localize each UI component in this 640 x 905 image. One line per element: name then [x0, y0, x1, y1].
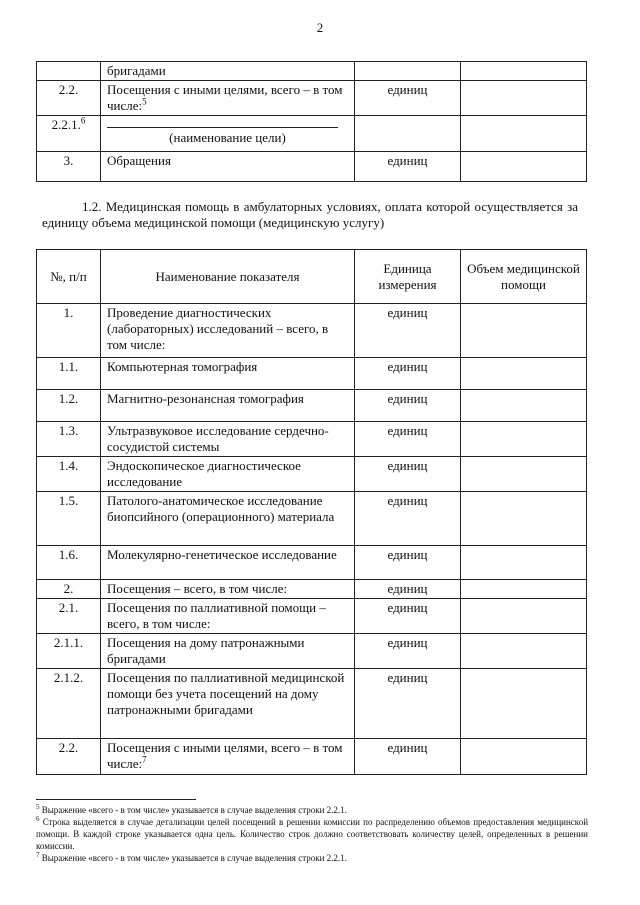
- footnote-text: Строка выделяется в случае детализации целей посещений в решении комиссии по распределению объемов предоставления медицинской помощи. В каждой строке указывается одна цель. Количество строк должно соответствовать количеству целей, определенных в решении комиссии.: [36, 817, 589, 851]
- unit-cell: единиц: [355, 599, 461, 634]
- unit-cell: [355, 116, 461, 152]
- blank-fill-line: [107, 117, 338, 128]
- row-number: 1.6.: [37, 546, 101, 580]
- volume-cell: [461, 580, 587, 599]
- header-volume: Объем медицинской помощи: [461, 250, 587, 304]
- volume-cell: [461, 546, 587, 580]
- footnote-mark: 5: [36, 803, 40, 811]
- row-number: 2.: [37, 580, 101, 599]
- unit-cell: единиц: [355, 457, 461, 492]
- row-number: 2.1.1.: [37, 634, 101, 669]
- indicator-name: Компьютерная томография: [101, 358, 355, 390]
- footnote-ref: 7: [142, 754, 147, 765]
- unit-cell: единиц: [355, 546, 461, 580]
- row-number: 2.2.: [37, 739, 101, 775]
- volume-cell: [461, 304, 587, 358]
- volume-cell: [461, 152, 587, 182]
- unit-cell: единиц: [355, 669, 461, 739]
- row-number: 2.1.: [37, 599, 101, 634]
- unit-cell: единиц: [355, 580, 461, 599]
- volume-cell: [461, 81, 587, 116]
- indicator-name: Эндоскопическое диагностическое исследование: [101, 457, 355, 492]
- row-number: 1.3.: [37, 422, 101, 457]
- header-unit: Единица измерения: [355, 250, 461, 304]
- row-number: 1.: [37, 304, 101, 358]
- table-row: [37, 739, 587, 775]
- table-row: [37, 492, 587, 546]
- indicator-name: [101, 81, 355, 116]
- volume-cell: [461, 599, 587, 634]
- header-number: №, п/п: [37, 250, 101, 304]
- indicator-name-text: Посещения с иными целями, всего – в том числе:: [107, 82, 343, 113]
- row-number: [37, 116, 101, 152]
- volume-cell: [461, 422, 587, 457]
- footnote-ref: 5: [142, 96, 147, 107]
- footnote-ref: 6: [80, 115, 86, 126]
- unit-cell: [355, 62, 461, 81]
- footnote-text: Выражение «всего - в том числе» указывается в случае выделения строки 2.2.1.: [41, 805, 347, 815]
- table-row: [37, 304, 587, 358]
- indicator-name: бригадами: [101, 62, 355, 81]
- table-row: [37, 546, 587, 580]
- indicator-name: Молекулярно-генетическое исследование: [101, 546, 355, 580]
- indicator-name: Посещения – всего, в том числе:: [101, 580, 355, 599]
- footnote: [36, 804, 588, 816]
- table-row: [37, 152, 587, 182]
- indicator-name: [101, 739, 355, 775]
- volume-cell: [461, 358, 587, 390]
- footnote: [36, 852, 588, 864]
- footnotes: [36, 804, 588, 864]
- table-row: [37, 62, 587, 81]
- footnote-separator: [36, 799, 196, 800]
- table-row: [37, 116, 587, 152]
- table-row: [37, 358, 587, 390]
- footnote-mark: 6: [36, 815, 40, 823]
- table-row: [37, 634, 587, 669]
- row-number: 2.2.: [37, 81, 101, 116]
- table-row: [37, 390, 587, 422]
- row-number-text: 2.2.1.: [51, 117, 81, 132]
- table-header-row: [37, 250, 587, 304]
- row-number: [37, 62, 101, 81]
- indicator-name: Патолого-анатомическое исследование биопсийного (операционного) материала: [101, 492, 355, 546]
- indicator-name: Обращения: [101, 152, 355, 182]
- indicator-name-text: Посещения с иными целями, всего – в том числе:: [107, 740, 343, 771]
- indicator-name: Посещения по паллиативной медицинской помощи без учета посещений на дому патронажными бригадами: [101, 669, 355, 739]
- page-number: 2: [316, 20, 324, 35]
- indicator-name: Посещения на дому патронажными бригадами: [101, 634, 355, 669]
- volume-cell: [461, 739, 587, 775]
- continuation-table: [36, 61, 587, 182]
- section-heading: 1.2. Медицинская помощь в амбулаторных условиях, оплата которой осуществляется за единицу объема медицинской помощи (медицинскую услугу): [42, 199, 578, 230]
- table-row: [37, 81, 587, 116]
- footnote-text: Выражение «всего - в том числе» указывается в случае выделения строки 2.2.1.: [41, 853, 347, 863]
- footnote: [36, 816, 588, 852]
- volume-cell: [461, 390, 587, 422]
- volume-cell: [461, 669, 587, 739]
- unit-cell: единиц: [355, 634, 461, 669]
- indicator-name: Посещения по паллиативной помощи – всего, в том числе:: [101, 599, 355, 634]
- unit-cell: единиц: [355, 739, 461, 775]
- indicator-name: Ультразвуковое исследование сердечно-сосудистой системы: [101, 422, 355, 457]
- indicator-name: Магнитно-резонансная томография: [101, 390, 355, 422]
- footnote-mark: 7: [36, 851, 40, 859]
- table-row: [37, 422, 587, 457]
- indicators-table: [36, 249, 587, 775]
- row-number: 3.: [37, 152, 101, 182]
- unit-cell: единиц: [355, 81, 461, 116]
- row-number: 2.1.2.: [37, 669, 101, 739]
- indicator-name: [101, 116, 355, 152]
- volume-cell: [461, 634, 587, 669]
- table-row: [37, 669, 587, 739]
- volume-cell: [461, 457, 587, 492]
- unit-cell: единиц: [355, 152, 461, 182]
- row-number: 1.4.: [37, 457, 101, 492]
- unit-cell: единиц: [355, 492, 461, 546]
- purpose-caption: (наименование цели): [169, 130, 286, 145]
- unit-cell: единиц: [355, 422, 461, 457]
- row-number: 1.1.: [37, 358, 101, 390]
- row-number: 1.2.: [37, 390, 101, 422]
- table-row: [37, 580, 587, 599]
- row-number: 1.5.: [37, 492, 101, 546]
- volume-cell: [461, 62, 587, 81]
- unit-cell: единиц: [355, 304, 461, 358]
- table-row: [37, 599, 587, 634]
- table-row: [37, 457, 587, 492]
- indicator-name: Проведение диагностических (лабораторных) исследований – всего, в том числе:: [101, 304, 355, 358]
- volume-cell: [461, 492, 587, 546]
- unit-cell: единиц: [355, 358, 461, 390]
- volume-cell: [461, 116, 587, 152]
- unit-cell: единиц: [355, 390, 461, 422]
- header-indicator: Наименование показателя: [101, 250, 355, 304]
